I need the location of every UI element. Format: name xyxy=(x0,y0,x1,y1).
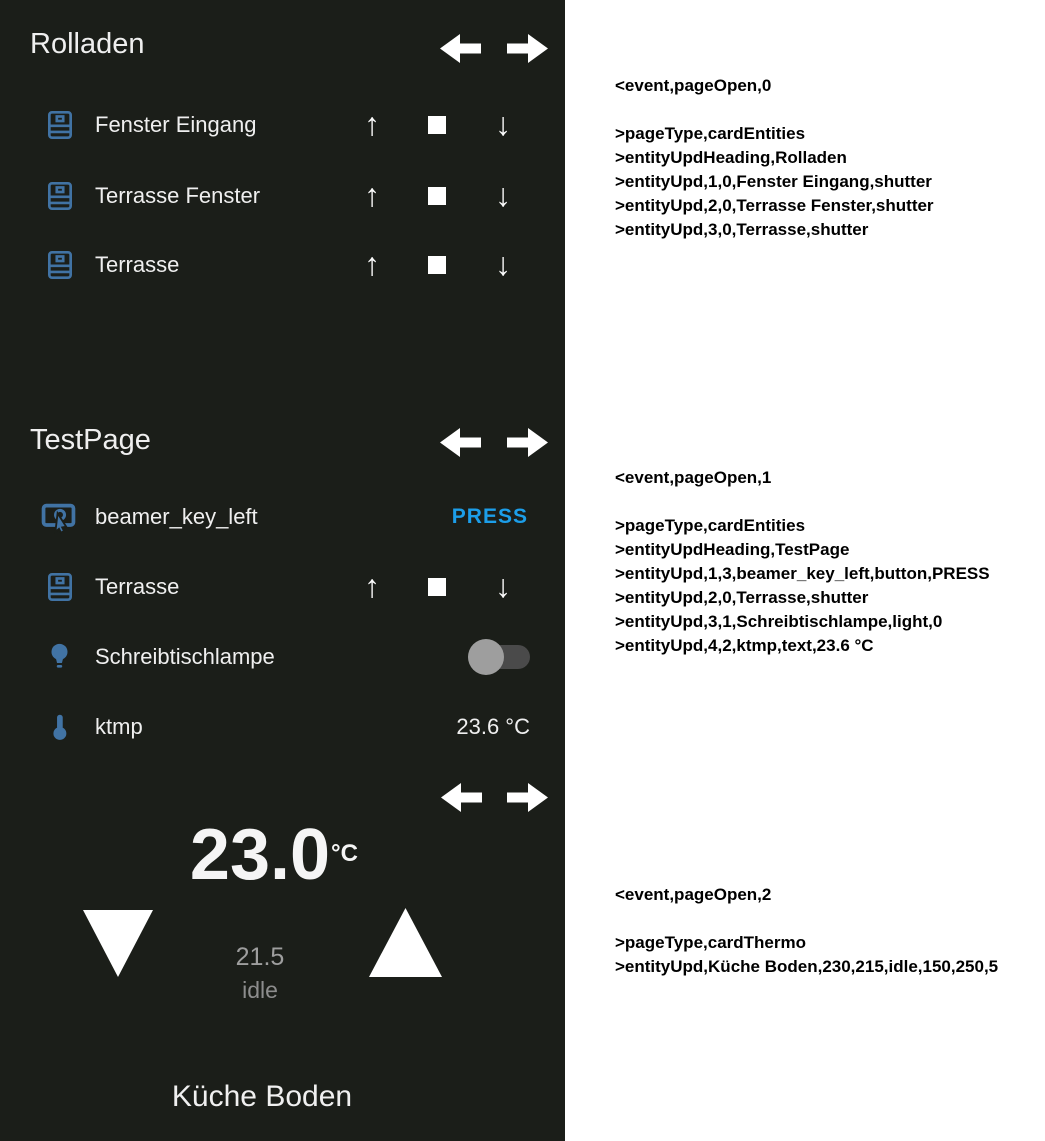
window-shutter-icon xyxy=(44,180,76,212)
log-line: >entityUpd,2,0,Terrasse Fenster,shutter xyxy=(615,196,934,215)
nav-prev-button[interactable] xyxy=(441,782,482,813)
log-line: >entityUpd,4,2,ktmp,text,23.6 °C xyxy=(615,636,874,655)
log-line: >entityUpd,1,0,Fenster Eingang,shutter xyxy=(615,172,932,191)
arrow-right-bold-icon xyxy=(507,782,548,813)
card-testpage-heading: TestPage xyxy=(30,424,151,456)
thermometer-icon xyxy=(44,712,75,743)
light-toggle-off[interactable] xyxy=(468,639,530,675)
shutter-stop-button[interactable] xyxy=(428,256,446,274)
sensor-value: 23.6 °C xyxy=(456,714,530,739)
entity-row-terrasse-fenster xyxy=(0,164,565,228)
log-line: >entityUpd,1,3,beamer_key_left,button,PRESS xyxy=(615,564,990,583)
shutter-stop-button[interactable] xyxy=(428,116,446,134)
window-shutter-icon xyxy=(44,571,76,603)
entity-label: ktmp xyxy=(95,714,143,739)
arrow-left-bold-icon xyxy=(440,427,481,458)
nav-prev-button[interactable] xyxy=(440,427,481,458)
entity-row-schreibtischlampe xyxy=(0,625,565,689)
entity-label: Schreibtischlampe xyxy=(95,644,275,669)
current-temperature: 23.0 xyxy=(189,815,331,895)
log-line: <event,pageOpen,1 xyxy=(615,468,772,487)
thermostat-title: Küche Boden xyxy=(171,1080,353,1113)
entity-label: Fenster Eingang xyxy=(95,112,257,137)
press-button[interactable]: PRESS xyxy=(451,505,528,528)
log-line: <event,pageOpen,2 xyxy=(615,885,772,904)
nav-prev-button[interactable] xyxy=(440,33,481,64)
log-line: >entityUpd,3,0,Terrasse,shutter xyxy=(615,220,869,239)
toggle-knob xyxy=(468,639,504,675)
lightbulb-icon xyxy=(44,642,75,673)
log-line: >pageType,cardThermo xyxy=(615,933,806,952)
shutter-up-button[interactable]: ↑ xyxy=(364,106,380,142)
arrow-right-bold-icon xyxy=(507,427,548,458)
log-line: >entityUpdHeading,Rolladen xyxy=(615,148,847,167)
entity-row-fenster-eingang xyxy=(0,93,565,157)
shutter-down-button[interactable]: ↓ xyxy=(495,177,511,213)
log-block-page0 xyxy=(615,74,1043,242)
card-rolladen-heading: Rolladen xyxy=(30,28,145,60)
log-line xyxy=(615,98,1043,122)
entity-label: Terrasse xyxy=(95,574,180,599)
shutter-stop-button[interactable] xyxy=(428,578,446,596)
log-line xyxy=(615,490,1043,514)
entity-label: Terrasse xyxy=(95,252,180,277)
entity-label: beamer_key_left xyxy=(95,504,258,529)
arrow-left-bold-icon xyxy=(440,33,481,64)
log-line: >pageType,cardEntities xyxy=(615,516,806,535)
log-line: >pageType,cardEntities xyxy=(615,124,806,143)
shutter-up-button[interactable]: ↑ xyxy=(364,246,380,282)
log-line: >entityUpd,2,0,Terrasse,shutter xyxy=(615,588,869,607)
log-block-page1 xyxy=(615,466,1043,658)
arrow-right-bold-icon xyxy=(507,33,548,64)
entity-row-terrasse xyxy=(0,555,565,619)
gesture-tap-button-icon xyxy=(40,499,77,536)
shutter-up-button[interactable]: ↑ xyxy=(364,177,380,213)
shutter-up-button[interactable]: ↑ xyxy=(364,568,380,604)
nav-next-button[interactable] xyxy=(507,33,548,64)
entity-label: Terrasse Fenster xyxy=(95,183,261,208)
shutter-down-button[interactable]: ↓ xyxy=(495,568,511,604)
temperature-unit: °C xyxy=(331,840,358,867)
entity-row-beamer-key-left xyxy=(0,485,565,549)
arrow-left-bold-icon xyxy=(441,782,482,813)
entity-row-terrasse xyxy=(0,233,565,297)
log-line: >entityUpdHeading,TestPage xyxy=(615,540,850,559)
shutter-stop-button[interactable] xyxy=(428,187,446,205)
hvac-state: idle xyxy=(242,977,278,1003)
shutter-down-button[interactable]: ↓ xyxy=(495,246,511,282)
nav-next-button[interactable] xyxy=(507,782,548,813)
shutter-down-button[interactable]: ↓ xyxy=(495,106,511,142)
log-line xyxy=(615,907,1043,931)
log-line: <event,pageOpen,0 xyxy=(615,76,772,95)
window-shutter-icon xyxy=(44,249,76,281)
setpoint-temperature: 21.5 xyxy=(235,943,285,971)
log-block-page2 xyxy=(615,883,1043,979)
log-line: >entityUpd,3,1,Schreibtischlampe,light,0 xyxy=(615,612,943,631)
window-shutter-icon xyxy=(44,109,76,141)
nav-next-button[interactable] xyxy=(507,427,548,458)
log-line: >entityUpd,Küche Boden,230,215,idle,150,250,5 xyxy=(615,957,999,976)
entity-row-ktmp xyxy=(0,695,565,759)
